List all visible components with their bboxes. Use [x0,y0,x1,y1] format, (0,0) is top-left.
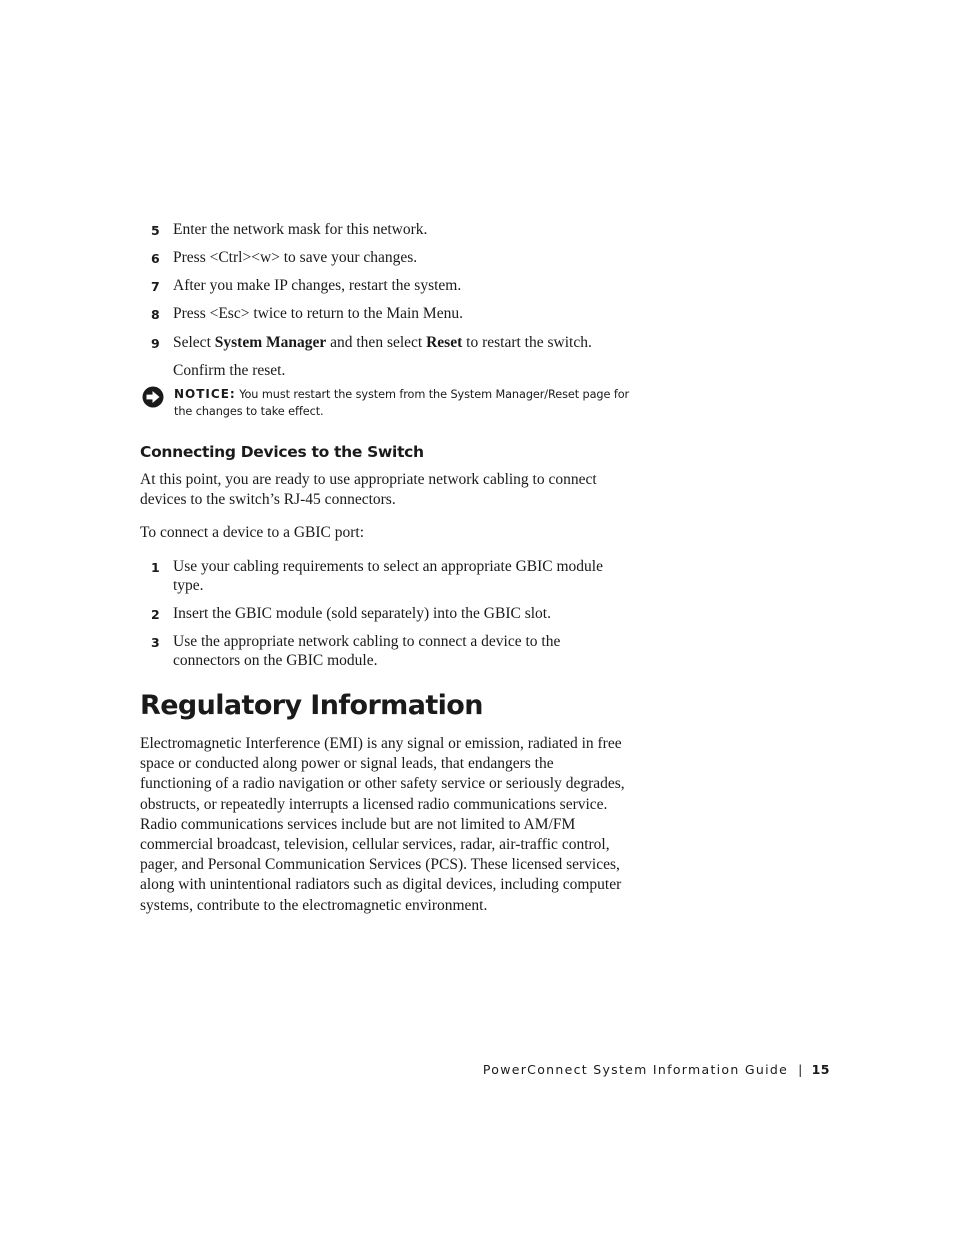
step-number: 1 [151,560,160,575]
footer-separator: | [798,1062,804,1077]
connect-lead-text: To connect a device to a GBIC port: [140,524,365,541]
notice-text [174,386,630,420]
step-5 [140,220,630,239]
step-7 [140,276,630,295]
menu-term-system-manager: System Manager [214,334,327,351]
notice-box [140,386,630,420]
step-number: 5 [151,223,160,238]
intro-paragraph: At this point, you are ready to use appropriate network cabling to connect devices to the switch’s RJ-45 connectors. [140,471,597,509]
step-text: Insert the GBIC module (sold separately) into the GBIC slot. [173,605,551,622]
step-text: Use your cabling requirements to select an appropriate GBIC module type. [173,558,603,594]
notice-arrow-icon [142,386,164,408]
notice-message: You must restart the system from the System Manager/Reset page for the changes to take effect. [174,388,630,418]
menu-term-reset: Reset [426,334,463,351]
notice-label: NOTICE: [174,387,236,401]
step-6 [140,248,630,267]
step-text: Press <Ctrl><w> to save your changes. [173,249,418,266]
emi-paragraph: Electromagnetic Interference (EMI) is any signal or emission, radiated in free space or conducted along power or signal leads, that endangers the functioning of a radio navigation or other safety service or seriously degrades, obstructs, or repeatedly interrupts a licensed radio communications service. Radio communications services include but are not limited to AM/FM commercial broadcast, television, cellular services, radar, air-traffic control, pager, and Personal Communication Services (PCS). These licensed services, along with unintentional radiators such as digital devices, including computer systems, contribute to the electromagnetic environment. [140,735,625,914]
step-number: 9 [151,336,160,351]
main-heading-regulatory-information: Regulatory Information [140,690,483,721]
page-footer [483,1062,830,1077]
step-text [173,333,630,352]
step-number: 6 [151,251,160,266]
step-text: Enter the network mask for this network. [173,221,428,238]
page-number: 15 [811,1062,830,1077]
gbic-step-3 [140,632,630,670]
step-text-mid: and then select [326,334,427,351]
step-number: 7 [151,279,160,294]
step-text: After you make IP changes, restart the system. [173,277,462,294]
confirm-reset-text: Confirm the reset. [173,362,286,379]
step-text: Press <Esc> twice to return to the Main Menu. [173,305,463,322]
section-heading-connecting-devices: Connecting Devices to the Switch [140,443,424,461]
step-text-pre: Select [173,334,215,351]
step-8 [140,304,630,323]
gbic-step-2 [140,604,630,623]
step-number: 3 [151,635,160,650]
step-text: Use the appropriate network cabling to connect a device to the connectors on the GBIC module. [173,633,561,669]
step-number: 8 [151,307,160,322]
step-number: 2 [151,607,160,622]
gbic-step-1 [140,557,630,595]
footer-guide-title: PowerConnect System Information Guide [482,1062,789,1077]
step-9 [140,333,630,352]
step-text-post: to restart the switch. [462,334,592,351]
